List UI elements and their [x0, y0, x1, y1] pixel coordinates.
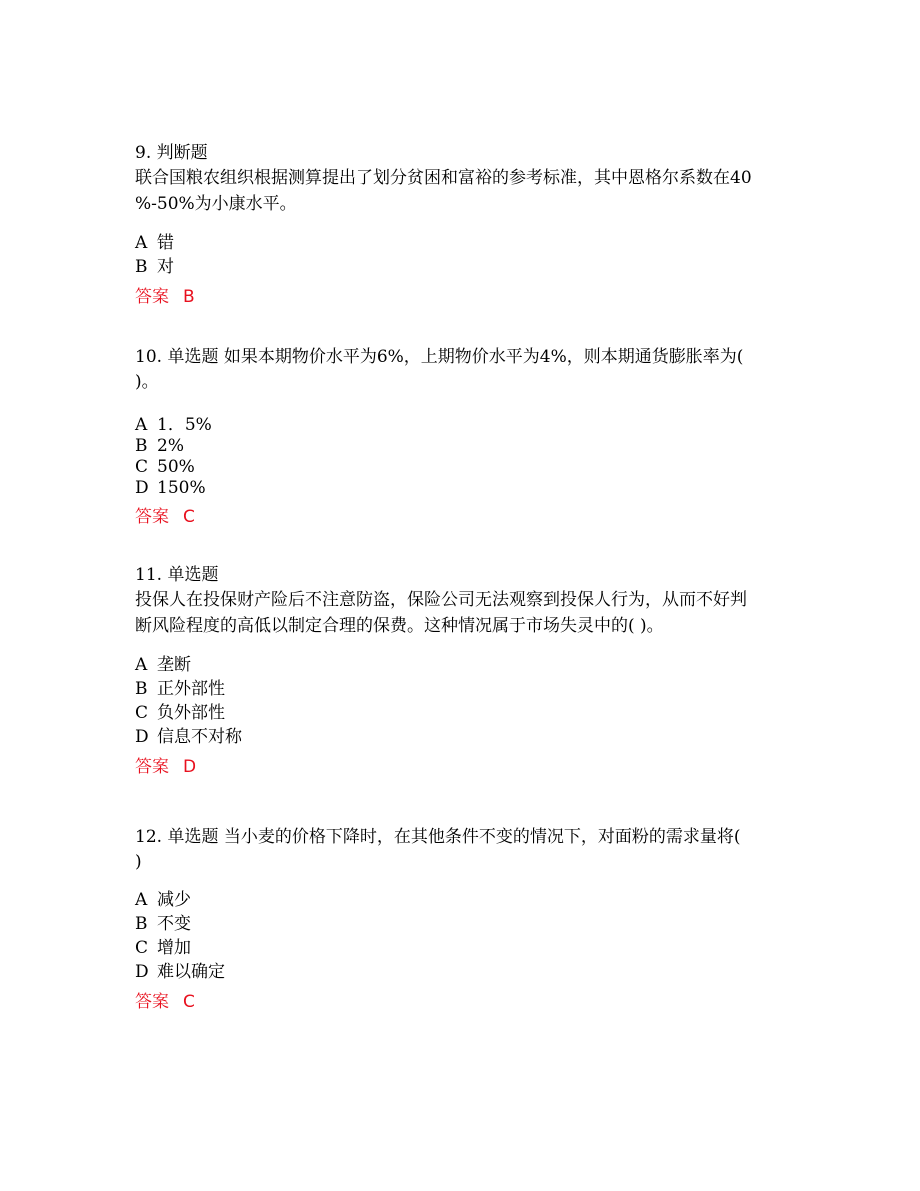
option-text: 减少 — [157, 890, 191, 910]
answer-label: 答案 — [135, 757, 169, 777]
option-letter: B — [135, 436, 148, 456]
answer-line — [135, 755, 785, 779]
option-d — [135, 725, 785, 749]
question-stem-line: 断风险程度的高低以制定合理的保费。这种情况属于市场失灵中的( )。 — [135, 616, 664, 636]
option-letter: D — [135, 727, 149, 747]
answer-label: 答案 — [135, 287, 169, 307]
answer-value: C — [183, 507, 195, 527]
option-letter: B — [135, 679, 148, 699]
option-letter: A — [135, 890, 148, 910]
option-text: 信息不对称 — [157, 727, 242, 747]
option-b — [135, 677, 785, 701]
option-letter: A — [135, 655, 148, 675]
option-b — [135, 255, 785, 279]
option-letter: C — [135, 938, 149, 958]
option-b — [135, 912, 785, 936]
option-a — [135, 653, 785, 677]
option-a — [135, 415, 785, 436]
option-text: 负外部性 — [157, 703, 225, 723]
question-stem-line: 联合国粮农组织根据测算提出了划分贫困和富裕的参考标准，其中恩格尔系数在40 — [135, 168, 752, 188]
option-text: 1．5% — [157, 415, 212, 435]
answer-label: 答案 — [135, 507, 169, 527]
answer-value: C — [183, 992, 195, 1012]
option-letter: A — [135, 415, 148, 435]
question-10 — [135, 345, 785, 529]
option-a — [135, 888, 785, 912]
option-a — [135, 231, 785, 255]
answer-label: 答案 — [135, 992, 169, 1012]
option-letter: D — [135, 478, 149, 498]
question-stem-line: %-50%为小康水平。 — [135, 194, 297, 214]
option-letter: D — [135, 962, 149, 982]
answer-value: B — [183, 287, 195, 307]
option-text: 150% — [157, 478, 206, 498]
question-stem-line: )。 — [135, 372, 159, 392]
option-text: 难以确定 — [157, 962, 225, 982]
answer-line — [135, 505, 785, 529]
option-text: 2% — [157, 436, 184, 456]
option-letter: C — [135, 457, 149, 477]
question-header: 10. 单选题 如果本期物价水平为6%，上期物价水平为4%，则本期通货膨胀率为( — [135, 347, 744, 367]
option-text: 50% — [157, 457, 195, 477]
option-text: 不变 — [157, 914, 191, 934]
option-d — [135, 478, 785, 499]
question-9 — [135, 141, 785, 309]
option-letter: B — [135, 257, 148, 277]
question-stem-line: ) — [135, 852, 142, 872]
option-text: 垄断 — [157, 655, 191, 675]
question-header: 9. 判断题 — [135, 143, 208, 163]
option-c — [135, 936, 785, 960]
answer-value: D — [183, 757, 197, 777]
option-text: 正外部性 — [157, 679, 225, 699]
option-letter: C — [135, 703, 149, 723]
option-c — [135, 701, 785, 725]
option-letter: A — [135, 233, 148, 253]
answer-line — [135, 990, 785, 1014]
question-stem-line: 投保人在投保财产险后不注意防盗，保险公司无法观察到投保人行为，从而不好判 — [135, 590, 747, 610]
option-text: 增加 — [157, 938, 191, 958]
option-b — [135, 436, 785, 457]
answer-line — [135, 285, 785, 309]
option-text: 错 — [157, 233, 174, 253]
question-header: 12. 单选题 当小麦的价格下降时，在其他条件不变的情况下，对面粉的需求量将( — [135, 827, 741, 847]
question-12 — [135, 825, 785, 1014]
question-11 — [135, 563, 785, 779]
option-text: 对 — [157, 257, 174, 277]
option-letter: B — [135, 914, 148, 934]
option-d — [135, 960, 785, 984]
option-c — [135, 457, 785, 478]
question-header: 11. 单选题 — [135, 565, 219, 585]
